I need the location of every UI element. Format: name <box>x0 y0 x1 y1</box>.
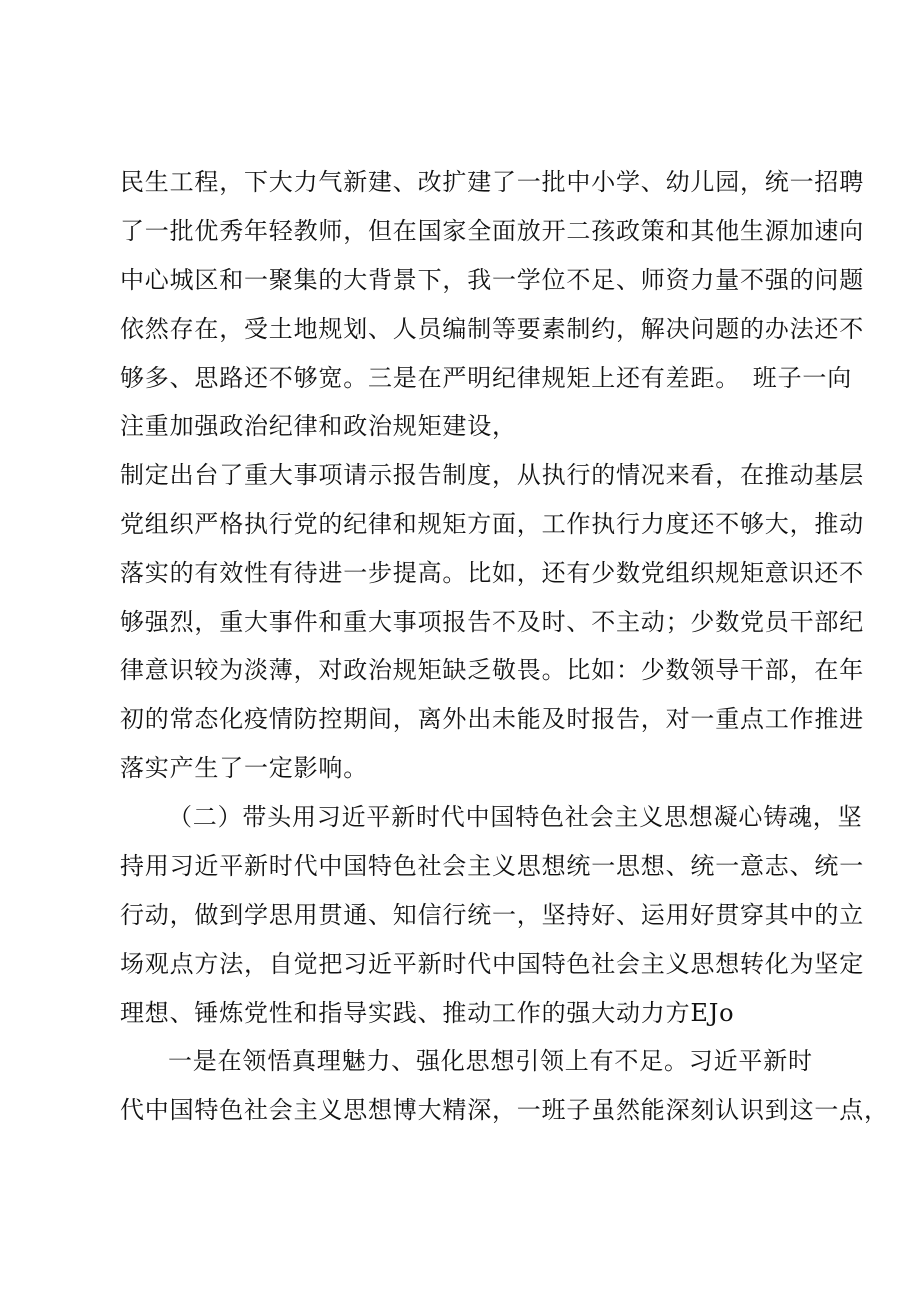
text-line: 落实产生了一定影响。 <box>120 754 368 782</box>
text-line: 够多、思路还不够宽。三是在严明纪律规矩上还有差距。 班子一向 <box>120 364 852 392</box>
text-line: 落实的有效性有待进一步提高。比如，还有少数党组织规矩意识还不 <box>120 559 864 587</box>
text-line: 党组织严格执行党的纪律和规矩方面，工作执行力度还不够大，推动 <box>120 510 864 538</box>
text-line: 够强烈，重大事件和重大事项报告不及时、不主动；少数党员干部纪 <box>120 608 864 636</box>
text-line: 律意识较为淡薄，对政治规矩缺乏敬畏。比如：少数领导干部，在年 <box>120 656 864 684</box>
text-line: 持用习近平新时代中国特色社会主义思想统一思想、统一意志、统一 <box>120 852 864 880</box>
text-line: 民生工程，下大力气新建、改扩建了一批中小学、幼儿园，统一招聘 <box>120 168 864 196</box>
text-line: 理想、锤炼党性和指导实践、推动工作的强大动力方EJo <box>120 999 735 1027</box>
text-line: 依然存在，受土地规划、人员编制等要素制约，解决问题的办法还不 <box>120 315 864 343</box>
paragraph-start: 一是在领悟真理魅力、强化思想引领上有不足。习近平新时 <box>168 1047 813 1075</box>
text-line: 注重加强政治纪律和政治规矩建设， <box>120 412 517 440</box>
text-line: 初的常态化疫情防控期间，离外出未能及时报告，对一重点工作推进 <box>120 705 864 733</box>
text-line: 了一批优秀年轻教师，但在国家全面放开二孩政策和其他生源加速向 <box>120 217 864 245</box>
text-line: 场观点方法，自觉把习近平新时代中国特色社会主义思想转化为坚定 <box>120 950 864 978</box>
text-line: 行动，做到学思用贯通、知信行统一，坚持好、运用好贯穿其中的立 <box>120 901 864 929</box>
text-line: 制定出台了重大事项请示报告制度，从执行的情况来看，在推动基层 <box>120 461 864 489</box>
text-line: 中心城区和一聚集的大背景下，我一学位不足、师资力量不强的问题 <box>120 266 864 294</box>
section-heading: （二）带头用习近平新时代中国特色社会主义思想凝心铸魂，坚 <box>168 803 863 831</box>
text-line: 代中国特色社会主义思想博大精深，一班子虽然能深刻认识到这一点， <box>120 1096 889 1124</box>
